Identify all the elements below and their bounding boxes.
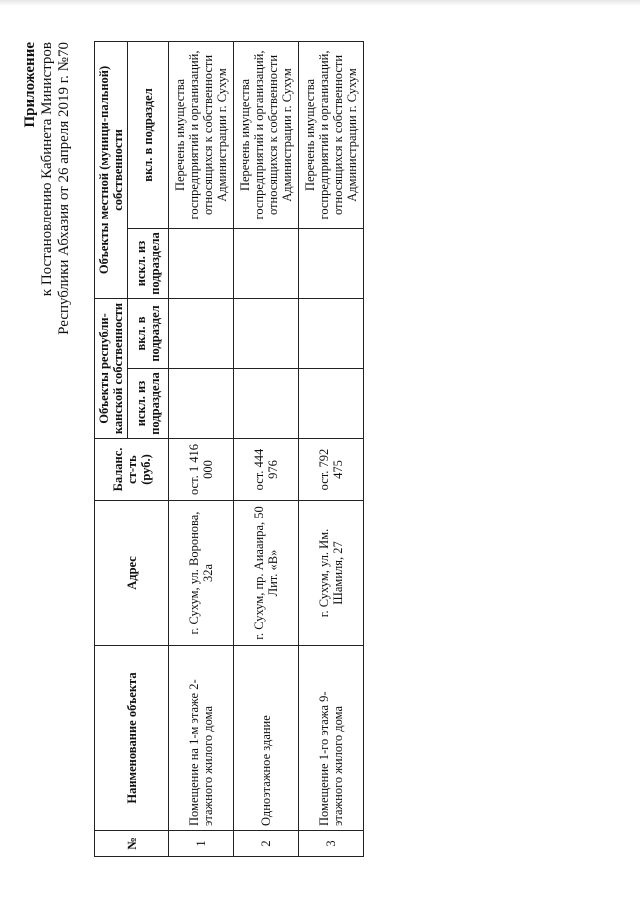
cell-name: Помещение 1-го этажа 9-этажного жилого дома — [299, 646, 364, 831]
col-balance: Баланс. ст-ть (руб.) — [95, 439, 169, 501]
cell-address: г. Сухум, пр. Аиааира, 50 Лит. «В» — [234, 501, 299, 646]
col-rep-excl: искл. из подраздела — [128, 369, 169, 439]
appendix-header — [22, 42, 73, 402]
table-row — [299, 41, 364, 856]
cell-mun-excl — [299, 229, 364, 299]
cell-name: Помещение на 1-м этаже 2-этажного жилого дома — [169, 646, 234, 831]
cell-mun-incl: Перечень имущества госпредприятий и организаций, относящихся к собственности Администрации г. Сухум — [169, 41, 234, 228]
col-mun-incl: вкл. в подраздел — [128, 41, 169, 228]
cell-balance: ост. 1 416 000 — [169, 439, 234, 501]
col-num: № — [95, 831, 169, 857]
cell-name: Одноэтажное здание — [234, 646, 299, 831]
cell-rep-incl — [169, 299, 234, 369]
cell-num: 3 — [299, 831, 364, 857]
property-table — [94, 41, 364, 857]
table-row — [234, 41, 299, 856]
col-republican: Объекты республи-канской собственности — [95, 299, 128, 439]
cell-balance: ост. 792 475 — [299, 439, 364, 501]
appendix-line-1: к Постановлению Кабинета Министров — [39, 42, 55, 297]
cell-mun-incl: Перечень имущества госпредприятий и организаций, относящихся к собственности Администрации г. Сухум — [234, 41, 299, 228]
table-row — [169, 41, 234, 856]
cell-rep-incl — [234, 299, 299, 369]
cell-balance: ост. 444 976 — [234, 439, 299, 501]
col-address: Адрес — [95, 501, 169, 646]
col-mun-excl: искл. из подраздела — [128, 229, 169, 299]
cell-num: 1 — [169, 831, 234, 857]
cell-mun-excl — [169, 229, 234, 299]
cell-num: 2 — [234, 831, 299, 857]
cell-address: г. Сухум, ул. Им. Шамиля, 27 — [299, 501, 364, 646]
cell-rep-excl — [169, 369, 234, 439]
cell-rep-excl — [299, 369, 364, 439]
scan-edge — [0, 0, 640, 6]
col-rep-incl: вкл. в подраздел — [128, 299, 169, 369]
col-name: Наименование объекта — [95, 646, 169, 831]
cell-rep-incl — [299, 299, 364, 369]
appendix-title: Приложение — [22, 42, 38, 128]
col-municipal: Объекты местной (муници-пальной) собственности — [95, 41, 128, 298]
cell-address: г. Сухум, ул. Воронова, 32а — [169, 501, 234, 646]
cell-rep-excl — [234, 369, 299, 439]
header-row-top — [95, 41, 128, 856]
document-page — [22, 42, 622, 857]
appendix-line-2: Республики Абхазия от 26 апреля 2019 г. №70 — [56, 42, 72, 335]
cell-mun-incl: Перечень имущества госпредприятий и организаций, относящихся к собственности Администрации г. Сухум — [299, 41, 364, 228]
cell-mun-excl — [234, 229, 299, 299]
